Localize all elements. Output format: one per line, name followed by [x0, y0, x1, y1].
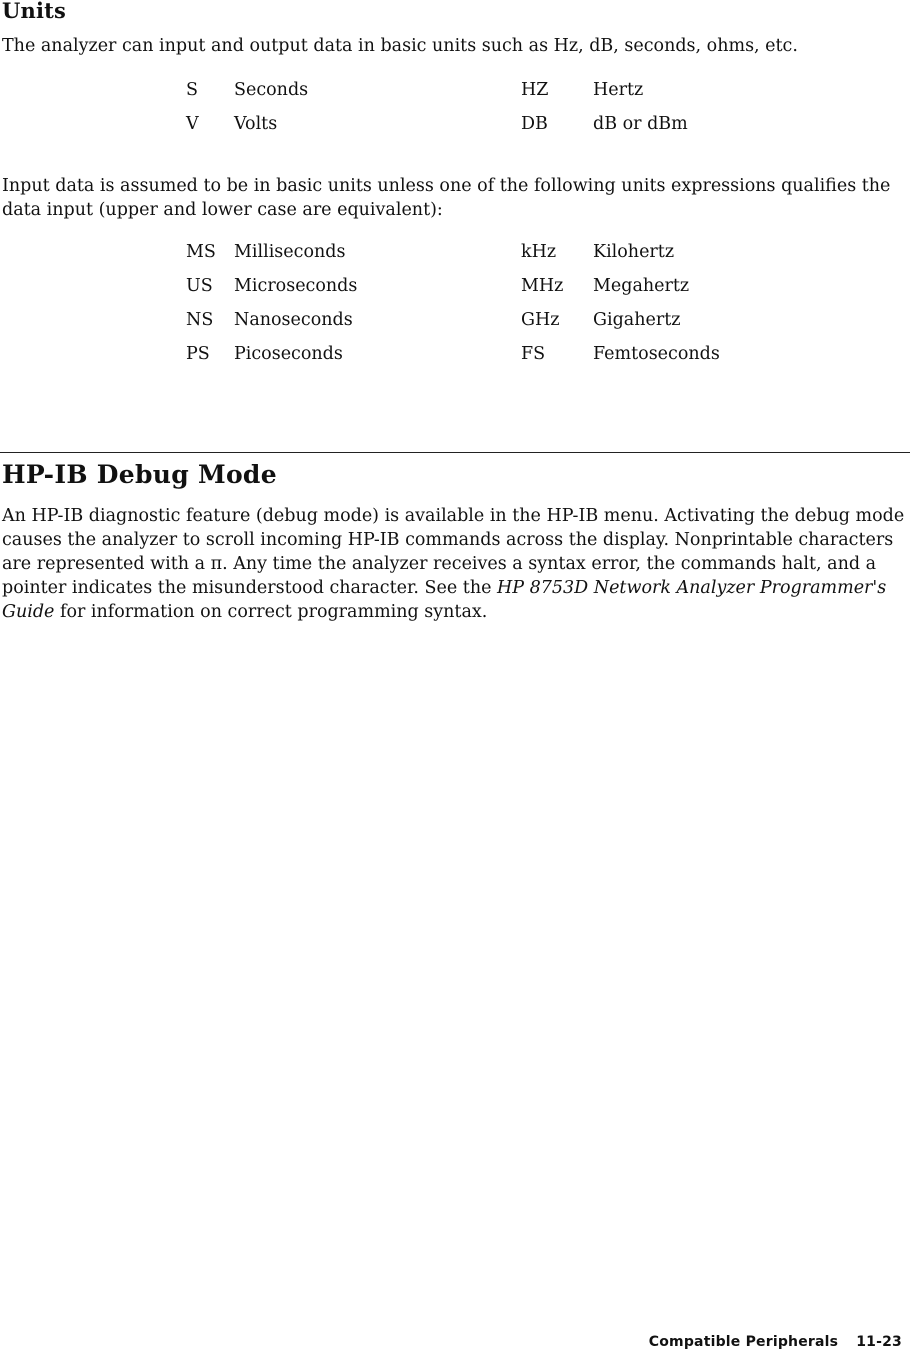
unit-name: Milliseconds — [234, 242, 346, 262]
unit-name: Nanoseconds — [234, 310, 353, 330]
programmers-guide-title: HP 8753D Network Analyzer Programmer's Guide — [2, 578, 887, 622]
debug-mode-paragraph — [2, 504, 906, 624]
basic-units-table — [0, 78, 910, 146]
debug-mode-heading: HP-IB Debug Mode — [2, 460, 277, 489]
unit-abbreviation: GHz — [521, 310, 560, 330]
unit-name: Kilohertz — [593, 242, 675, 262]
table-row — [0, 342, 910, 376]
table-row — [0, 274, 910, 308]
footer-chapter-title: Compatible Peripherals — [648, 1334, 839, 1350]
unit-abbreviation: PS — [186, 344, 210, 364]
page-footer — [649, 1334, 902, 1350]
unit-abbreviation: FS — [521, 344, 546, 364]
unit-abbreviation: DB — [521, 114, 548, 134]
section-divider — [0, 452, 910, 453]
unit-name: Femtoseconds — [593, 344, 720, 364]
unit-abbreviation: S — [186, 80, 198, 100]
unit-name: Gigahertz — [593, 310, 681, 330]
unit-abbreviation: kHz — [521, 242, 557, 262]
table-row — [0, 78, 910, 112]
unit-name: Megahertz — [593, 276, 690, 296]
units-qualifier-paragraph: Input data is assumed to be in basic units unless one of the following units expressions qualifies the data input (upper and lower case are equivalent): — [2, 176, 891, 220]
unit-abbreviation: US — [186, 276, 213, 296]
unit-abbreviation: MHz — [521, 276, 564, 296]
debug-text-after-title: for information on correct programming syntax. — [54, 602, 488, 622]
unit-name: Seconds — [234, 80, 309, 100]
unit-name: Volts — [234, 114, 278, 134]
debug-text-before-title: An HP-IB diagnostic feature (debug mode) is available in the HP-IB menu. Activating the debug mode causes the analyzer to scroll incoming HP-IB commands across the display. Nonprintable characters are represented with a π. Any time the analyzer receives a syntax error, the commands halt, and a pointer indicates the misunderstood character. See the — [2, 506, 905, 598]
table-row — [0, 240, 910, 274]
unit-abbreviation: NS — [186, 310, 214, 330]
units-intro-paragraph: The analyzer can input and output data in basic units such as Hz, dB, seconds, ohms, etc. — [2, 36, 798, 56]
table-row — [0, 308, 910, 342]
unit-abbreviation: MS — [186, 242, 216, 262]
unit-name: Hertz — [593, 80, 644, 100]
unit-abbreviation: HZ — [521, 80, 549, 100]
unit-name: Picoseconds — [234, 344, 343, 364]
unit-name: Microseconds — [234, 276, 358, 296]
table-row — [0, 112, 910, 146]
unit-name: dB or dBm — [593, 114, 688, 134]
unit-abbreviation: V — [186, 114, 199, 134]
units-heading: Units — [2, 0, 67, 23]
footer-page-number: 11-23 — [856, 1334, 902, 1350]
qualifier-units-table — [0, 240, 910, 376]
